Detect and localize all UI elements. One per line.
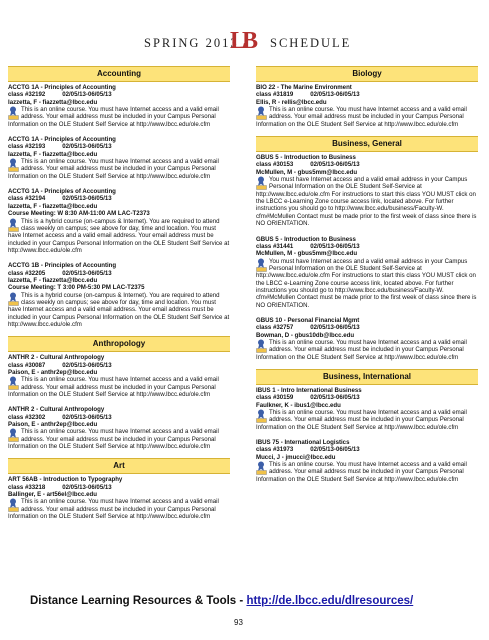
- online-course-icon: [256, 106, 268, 120]
- class-number-dates: class #32193 02/05/13-06/05/13: [8, 143, 112, 151]
- online-course-icon: [8, 106, 20, 120]
- course-title: GBUS 5 - Introduction to Business: [256, 154, 356, 162]
- course-title: ACCTG 1A - Principles of Accounting: [8, 84, 116, 91]
- course-listing: [256, 387, 478, 431]
- dl-resources-link[interactable]: http://de.lbcc.edu/dlresources/: [246, 595, 414, 607]
- course-listing: [256, 236, 478, 309]
- description-text: You must have Internet access and a valid email address in your Campus Personal Information on the OLE Student Self-Service at http://www.lbcc.edu/ole.cfm For instructions to start this class YOU MUST click on the LBCC e-Learning Zone course access link, located above. For further instructions you should go to http://www.lbcc.edu/business/Faculty-W. cfm#McMullen Contact must be made prior to the first week of class since there is NO ORIENTATION.: [256, 176, 477, 228]
- course-listing: [8, 84, 230, 128]
- class-number-dates: class #30159 02/05/13-06/05/13: [256, 394, 360, 402]
- section-header: Accounting: [8, 66, 230, 82]
- class-number-dates: class #32205 02/05/13-06/05/13: [8, 269, 112, 277]
- instructor: Faulkner, K - ibus1@lbcc.edu: [256, 401, 341, 409]
- online-course-icon: [8, 376, 20, 390]
- course-listing: [8, 354, 230, 398]
- class-number-dates: class #33218 02/05/13-06/05/13: [8, 483, 112, 491]
- instructor: Paison, E - anthr2ep@lbcc.edu: [8, 369, 98, 376]
- instructor: McMullen, M - gbus5mm@lbcc.edu: [256, 250, 358, 258]
- section-header: Biology: [256, 66, 478, 82]
- description-text: This is an online course. You must have Internet access and a valid email address. Your email address must be included in your Campus Personal Information on the OLE Student Self Service at http://www.lbcc.edu/ole.cfm: [256, 338, 467, 361]
- class-number-dates: class #30087 02/05/13-06/05/13: [8, 361, 112, 369]
- online-course-icon: [8, 218, 20, 232]
- description-text: This is an online course. You must have Internet access and a valid email address. Your email address must be included in your Campus Personal Information on the OLE Student Self Service at http://www.lbcc.edu/ole.cfm: [256, 106, 467, 128]
- course-description: [8, 106, 230, 128]
- course-title: ART 56AB - Introduction to Typography: [8, 476, 123, 484]
- svg-text:L: L: [230, 28, 247, 52]
- class-number-dates: class #32302 02/05/13-06/05/13: [8, 413, 112, 421]
- section-header: Business, General: [256, 136, 478, 152]
- course-description: [8, 498, 230, 520]
- course-meeting: Course Meeting: W 8:30 AM-11:00 AM LAC-T2373: [8, 210, 150, 218]
- description-text: This is an online course. You must have Internet access and a valid email address. Your email address must be included in your Campus Personal Information on the OLE Student Self Service at http://www.lbcc.edu/ole.cfm: [8, 376, 219, 399]
- course-description: [256, 176, 478, 227]
- instructor: Ellis, R - rellis@lbcc.edu: [256, 98, 327, 106]
- right-column: [256, 64, 478, 491]
- lbcc-logo: [229, 26, 261, 52]
- course-listing: [8, 136, 230, 180]
- description-text: You must have Internet access and a valid email address in your Campus Personal Information on the OLE Student Self-Service at http://www.lbcc.edu/ole.cfm For instructions to start this class YOU MUST click on the LBCC e-Learning Zone course access link, located above. For further instructions you should go to http://www.lbcc.edu/business/Faculty-W. cfm#McMullen Contact must be made prior to the first week of class since there is NO ORIENTATION.: [256, 257, 477, 309]
- instructor: Iazzetta, F - fiazzetta@lbcc.edu: [8, 276, 98, 284]
- course-listing: [8, 262, 230, 328]
- schedule-label: SCHEDULE: [270, 36, 352, 50]
- course-meeting: Course Meeting: T 3:00 PM-5:30 PM LAC-T2375: [8, 284, 145, 292]
- left-column: [8, 64, 230, 529]
- course-title: ANTHR 2 - Cultural Anthropology: [8, 354, 105, 362]
- section-header: Anthropology: [8, 336, 230, 352]
- description-text: This is an online course. You must have Internet access and a valid email address. Your email address must be included in your Campus Personal Information on the OLE Student Self Service at http://www.lbcc.edu/ole.cfm: [256, 461, 467, 483]
- course-listing: [8, 406, 230, 450]
- page-number: 93: [234, 618, 243, 627]
- course-title: IBUS 1 - Intro International Business: [256, 387, 362, 394]
- course-listing: [256, 84, 478, 128]
- course-description: [8, 292, 230, 329]
- online-course-icon: [256, 258, 268, 272]
- description-text: This is a hybrid course (on-campus & Internet). You are required to attend class weekly on campus; see above for day, time and location. You must have Internet access and a valid email address. Your email address must be included in your Campus Personal Information on the OLE Student Self Service at http://www.lbcc.edu/ole.cfm: [8, 291, 230, 328]
- course-listing: [256, 317, 478, 361]
- section-header: Business, International: [256, 369, 478, 385]
- course-description: [256, 461, 478, 483]
- course-title: ACCTG 1B - Principles of Accounting: [8, 262, 117, 270]
- term-label: SPRING 2013: [144, 36, 239, 50]
- online-course-icon: [8, 292, 20, 306]
- online-course-icon: [256, 176, 268, 190]
- description-text: This is an online course. You must have Internet access and a valid email address. Your email address must be included in your Campus Personal Information on the OLE Student Self Service at http://www.lbcc.edu/ole.cfm: [8, 498, 219, 521]
- online-course-icon: [8, 498, 20, 512]
- course-description: [8, 428, 230, 450]
- class-number-dates: class #30153 02/05/13-06/05/13: [256, 161, 360, 169]
- class-number-dates: class #32192 02/05/13-06/05/13: [8, 91, 112, 99]
- instructor: Paison, E - anthr2ep@lbcc.edu: [8, 421, 98, 429]
- description-text: This is a hybrid course (on-campus & Internet). You are required to attend class weekly on campus; see above for day, time and location. You must have Internet access and a valid email address. Your email address must be included in your Campus Personal Information on the OLE Student Self Service at http://www.lbcc.edu/ole.cfm: [8, 217, 230, 254]
- course-description: [256, 258, 478, 309]
- description-text: This is an online course. You must have Internet access and a valid email address. Your email address must be included in your Campus Personal Information on the OLE Student Self Service at http://www.lbcc.edu/ole.cfm: [8, 428, 219, 451]
- class-number-dates: class #31973 02/05/13-06/05/13: [256, 446, 360, 454]
- class-number-dates: class #31441 02/05/13-06/05/13: [256, 242, 360, 250]
- footer-label: Distance Learning Resources & Tools -: [30, 595, 247, 607]
- course-title: ANTHR 2 - Cultural Anthropology: [8, 406, 105, 414]
- class-number-dates: class #32194 02/05/13-06/05/13: [8, 195, 112, 203]
- course-title: ACCTG 1A - Principles of Accounting: [8, 136, 116, 144]
- course-description: [8, 218, 230, 255]
- course-description: [256, 106, 478, 128]
- course-title: GBUS 10 - Personal Financial Mgmt: [256, 316, 360, 324]
- description-text: This is an online course. You must have Internet access and a valid email address. Your email address must be included in your Campus Personal Information on the OLE Student Self Service at http://www.lbcc.edu/ole.cfm: [8, 106, 219, 128]
- course-listing: [8, 188, 230, 254]
- course-title: BIO 22 - The Marine Environment: [256, 84, 352, 91]
- class-number-dates: class #32757 02/05/13-06/05/13: [256, 324, 360, 332]
- course-title: ACCTG 1A - Principles of Accounting: [8, 188, 116, 196]
- footer-resources: [30, 595, 413, 607]
- course-listing: [8, 476, 230, 520]
- instructor: McMullen, M - gbus5mm@lbcc.edu: [256, 168, 358, 176]
- course-description: [8, 376, 230, 398]
- online-course-icon: [8, 428, 20, 442]
- instructor: Mucci, J - jmucci@lbcc.edu: [256, 453, 336, 461]
- course-description: [8, 158, 230, 180]
- instructor: Bowman, D - gbus10db@lbcc.edu: [256, 331, 355, 339]
- course-title: GBUS 5 - Introduction to Business: [256, 235, 356, 243]
- svg-text:B: B: [242, 28, 259, 52]
- course-description: [256, 339, 478, 361]
- instructor: Iazzetta, F - fiazzetta@lbcc.edu: [8, 202, 98, 210]
- instructor: Iazzetta, F - fiazzetta@lbcc.edu: [8, 150, 98, 158]
- course-listing: [256, 439, 478, 483]
- section-header: Art: [8, 458, 230, 474]
- course-listing: [256, 154, 478, 227]
- description-text: This is an online course. You must have Internet access and a valid email address. Your email address must be included in your Campus Personal Information on the OLE Student Self Service at http://www.lbcc.edu/ole.cfm: [256, 409, 467, 431]
- course-title: IBUS 75 - International Logistics: [256, 439, 350, 447]
- description-text: This is an online course. You must have Internet access and a valid email address. Your email address must be included in your Campus Personal Information on the OLE Student Self Service at http://www.lbcc.edu/ole.cfm: [8, 158, 219, 180]
- online-course-icon: [256, 461, 268, 475]
- instructor: Iazzetta, F - fiazzetta@lbcc.edu: [8, 98, 98, 106]
- class-number-dates: class #31819 02/05/13-06/05/13: [256, 91, 360, 99]
- online-course-icon: [8, 158, 20, 172]
- online-course-icon: [256, 409, 268, 423]
- course-description: [256, 409, 478, 431]
- online-course-icon: [256, 339, 268, 353]
- instructor: Ballinger, E - art56el@lbcc.edu: [8, 491, 97, 499]
